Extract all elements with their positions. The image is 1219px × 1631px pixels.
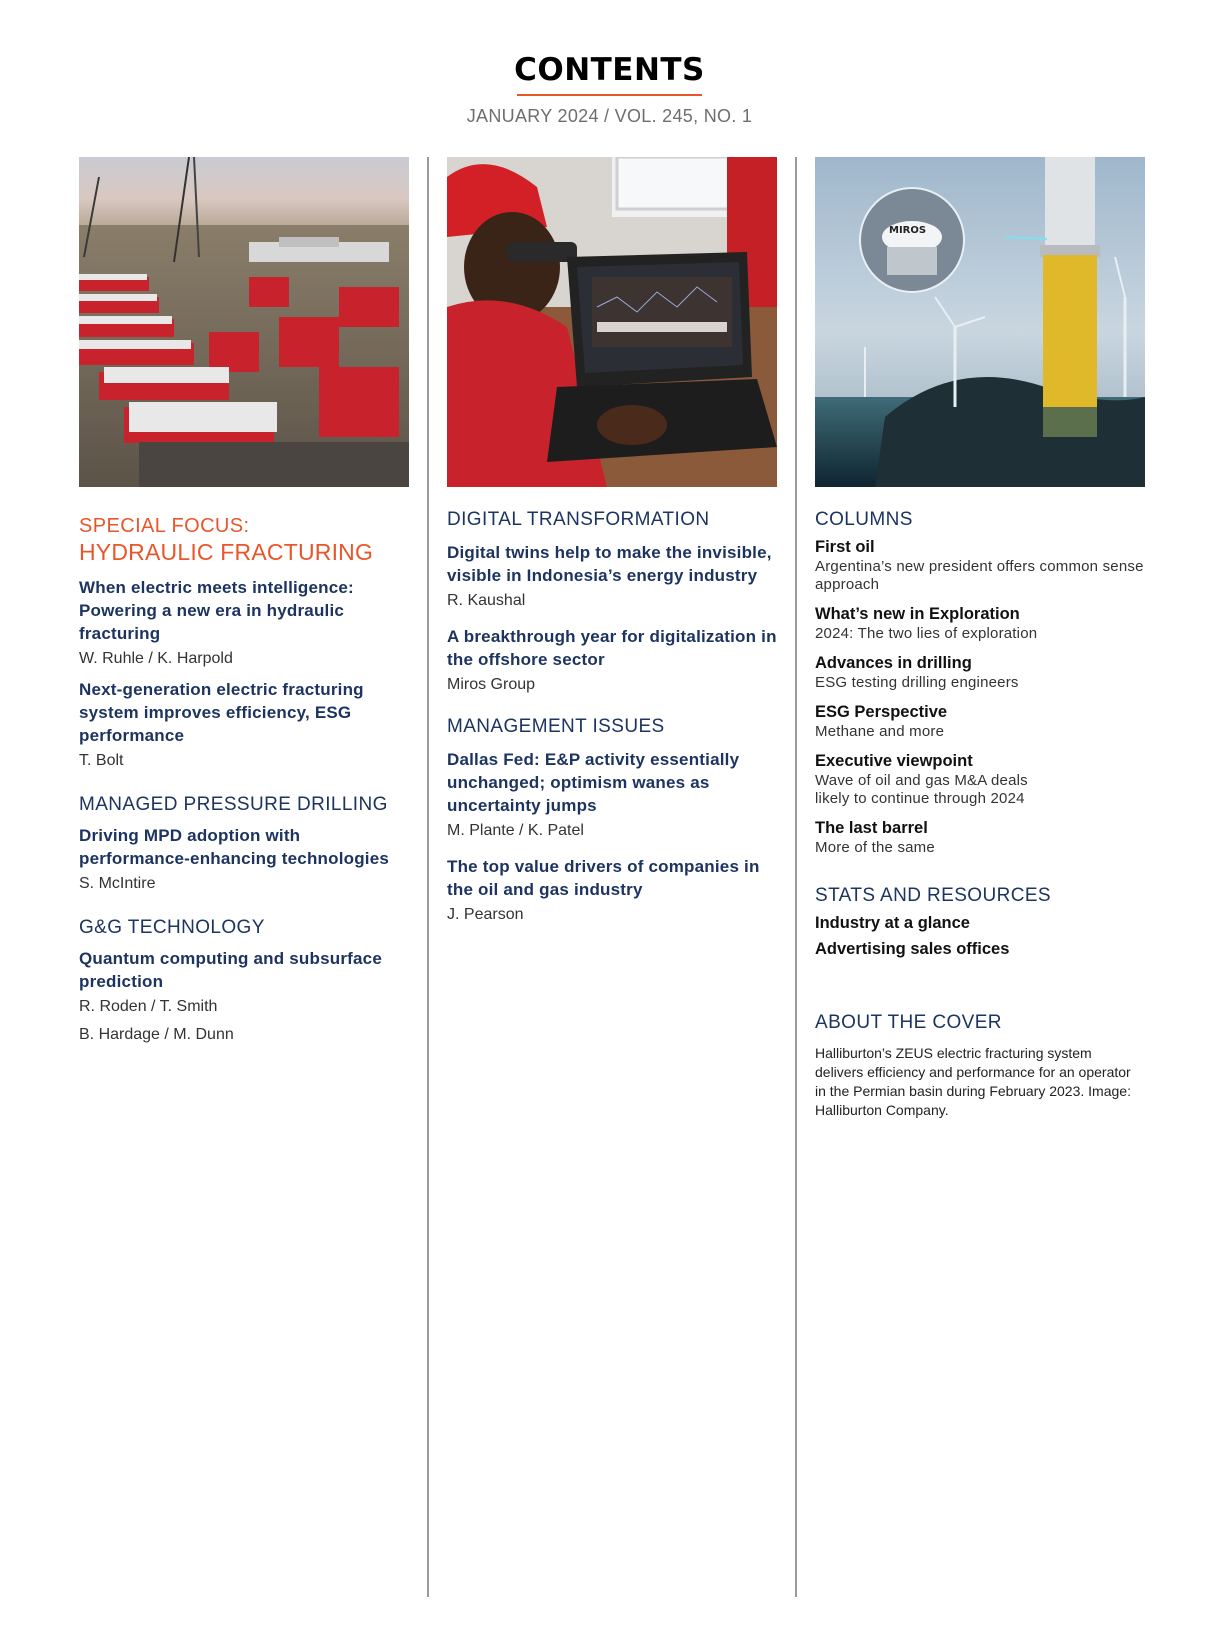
column-item[interactable] bbox=[815, 818, 1145, 857]
column-item-title[interactable]: What’s new in Exploration bbox=[815, 605, 1020, 623]
article-author: T. Bolt bbox=[79, 751, 124, 769]
column-item[interactable] bbox=[815, 604, 1145, 643]
page-header bbox=[0, 52, 1219, 127]
column-item[interactable] bbox=[815, 751, 1145, 808]
wind-turbine-photo bbox=[815, 157, 1145, 487]
frac-fleet-image bbox=[79, 157, 409, 487]
column-item-title[interactable]: ESG Perspective bbox=[815, 703, 948, 721]
stats-link-advertising[interactable]: Advertising sales offices bbox=[815, 940, 1010, 958]
frac-fleet-photo bbox=[79, 157, 409, 487]
article-author: S. McIntire bbox=[79, 874, 156, 892]
section-heading-gg: G&G TECHNOLOGY bbox=[79, 916, 265, 938]
article-title[interactable]: Digital twins help to make the invisible, visible in Indonesia’s energy industry bbox=[447, 543, 772, 585]
article-author: Miros Group bbox=[447, 676, 536, 693]
article-title[interactable]: The top value drivers of companies in the oil and gas industry bbox=[447, 857, 760, 899]
article-author: M. Plante / K. Patel bbox=[447, 822, 584, 839]
article-item[interactable] bbox=[447, 855, 777, 926]
column-item[interactable] bbox=[815, 702, 1145, 741]
column-columns bbox=[815, 157, 1145, 1120]
column-item-desc: Methane and more bbox=[815, 723, 945, 740]
article-author: R. Roden / T. Smith bbox=[79, 997, 218, 1015]
special-focus-label: SPECIAL FOCUS: bbox=[79, 515, 250, 537]
article-title[interactable]: Next-generation electric fracturing system improves efficiency, ESG performance bbox=[79, 679, 364, 745]
column-special-focus bbox=[79, 157, 409, 1046]
column-item[interactable] bbox=[815, 537, 1145, 594]
column-divider-left bbox=[427, 157, 429, 1597]
laptop-operator-image bbox=[447, 157, 777, 487]
cover-description: Halliburton’s ZEUS electric fracturing system delivers efficiency and performance for an operator in the Permian basin during February 2023. Image: Halliburton Company. bbox=[815, 1045, 1131, 1118]
section-heading-mpd: MANAGED PRESSURE DRILLING bbox=[79, 793, 388, 815]
wind-turbine-image bbox=[815, 157, 1145, 487]
stats-link-industry[interactable]: Industry at a glance bbox=[815, 914, 970, 932]
section-heading-cover: ABOUT THE COVER bbox=[815, 1012, 1002, 1033]
column-digital bbox=[447, 157, 777, 926]
article-title[interactable]: Quantum computing and subsurface prediction bbox=[79, 948, 382, 991]
article-item[interactable] bbox=[79, 576, 409, 670]
column-item-desc: Argentina’s new president offers common sense approach bbox=[815, 558, 1144, 593]
article-author: J. Pearson bbox=[447, 906, 524, 923]
column-item-title[interactable]: First oil bbox=[815, 538, 875, 556]
article-title[interactable]: When electric meets intelligence: Powering a new era in hydraulic fracturing bbox=[79, 577, 354, 643]
article-title[interactable]: Driving MPD adoption with performance-enhancing technologies bbox=[79, 825, 390, 868]
column-item-title[interactable]: Executive viewpoint bbox=[815, 752, 973, 770]
section-heading-columns: COLUMNS bbox=[815, 509, 913, 530]
article-author: R. Kaushal bbox=[447, 592, 526, 609]
column-item-desc: Wave of oil and gas M&A deals likely to continue through 2024 bbox=[815, 772, 1028, 807]
page-title: CONTENTS bbox=[514, 52, 705, 88]
article-item[interactable] bbox=[447, 748, 777, 842]
article-item[interactable] bbox=[447, 625, 777, 696]
article-item[interactable] bbox=[79, 824, 409, 895]
column-item-title[interactable]: Advances in drilling bbox=[815, 654, 972, 672]
laptop-operator-photo bbox=[447, 157, 777, 487]
article-author: W. Ruhle / K. Harpold bbox=[79, 649, 233, 667]
column-item-desc: 2024: The two lies of exploration bbox=[815, 625, 1038, 642]
column-item-desc: ESG testing drilling engineers bbox=[815, 674, 1019, 691]
article-title[interactable]: Dallas Fed: E&P activity essentially unchanged; optimism wanes as uncertainty jumps bbox=[447, 750, 740, 815]
article-item[interactable] bbox=[79, 678, 409, 772]
column-divider-right bbox=[795, 157, 797, 1597]
article-author-second: B. Hardage / M. Dunn bbox=[79, 1025, 234, 1043]
article-item[interactable] bbox=[79, 947, 409, 1046]
column-item-desc: More of the same bbox=[815, 839, 935, 856]
article-title[interactable]: A breakthrough year for digitalization in the offshore sector bbox=[447, 627, 777, 669]
article-item[interactable] bbox=[447, 541, 777, 612]
section-heading-management: MANAGEMENT ISSUES bbox=[447, 716, 665, 737]
title-underline bbox=[517, 94, 702, 96]
column-item-title[interactable]: The last barrel bbox=[815, 819, 928, 837]
special-focus-topic: HYDRAULIC FRACTURING bbox=[79, 539, 374, 565]
section-heading-digital: DIGITAL TRANSFORMATION bbox=[447, 509, 710, 530]
section-heading-stats: STATS AND RESOURCES bbox=[815, 885, 1051, 906]
issue-line: JANUARY 2024 / VOL. 245, NO. 1 bbox=[466, 106, 753, 126]
column-item[interactable] bbox=[815, 653, 1145, 692]
miros-label: MIROS bbox=[889, 225, 927, 236]
